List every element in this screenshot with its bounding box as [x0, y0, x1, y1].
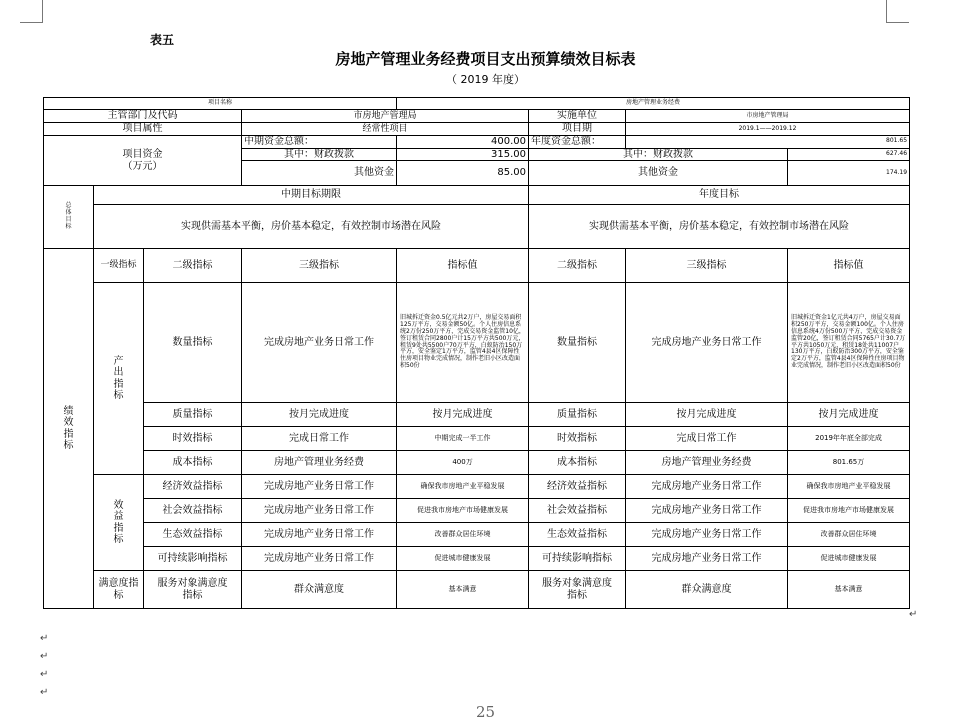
year-timeliness-l2: 时效指标 [529, 427, 626, 451]
year-satisfaction-value: 基本满意 [788, 571, 910, 609]
table-row [44, 403, 910, 427]
funds-label-line1: 项目资金 [122, 149, 163, 160]
mid-other-label: 其他资金 [242, 161, 397, 186]
project-name-label: 项目名称 [44, 98, 397, 110]
impl-value: 市房地产管理局 [626, 110, 910, 123]
year-cost-value: 801.65万 [788, 451, 910, 475]
mid-goal-header: 中期目标期限 [94, 186, 529, 205]
mid-timeliness-l3: 完成日常工作 [242, 427, 397, 451]
mid-economic-l2: 经济效益指标 [144, 475, 242, 499]
dept-value: 市房地产管理局 [242, 110, 529, 123]
table-row [44, 283, 910, 403]
attr-value: 经常性项目 [242, 123, 529, 136]
year-sustain-l2: 可持续影响指标 [529, 547, 626, 571]
paragraph-mark-table-end: ↵ [909, 609, 918, 620]
funds-label [44, 136, 242, 186]
mid-goal-text: 实现供需基本平衡，房价基本稳定，有效控制市场潜在风险 [94, 205, 529, 249]
paragraph-mark: ↵ [40, 669, 49, 680]
year-timeliness-l3: 完成日常工作 [626, 427, 788, 451]
paragraph-mark: ↵ [40, 687, 49, 698]
year-goal-text: 实现供需基本平衡，房价基本稳定，有效控制市场潜在风险 [529, 205, 910, 249]
mid-quality-l3: 按月完成进度 [242, 403, 397, 427]
year-value-header: 指标值 [788, 249, 910, 283]
period-label: 项目期 [529, 123, 626, 136]
table-row [44, 475, 910, 499]
year-quality-l3: 按月完成进度 [626, 403, 788, 427]
crop-mark-top-left [20, 0, 43, 23]
year-economic-l2: 经济效益指标 [529, 475, 626, 499]
mid-quantity-value: 旧城拆迁资金0.5亿元共2万户，房屋交易面积125万平方，交易金额50亿。个人住房信息系统2万份250万平方，完成交易资金监管10亿，签订租赁合同2800户计15万平方共500万元，租赁9处共5500户70万平方，白蚁防治150万平方，安全鉴定1万平方，监管4县4区保障性住房项目物业完成情况，制作老旧小区改造面积50份 [397, 283, 529, 403]
mid-eco-l3: 完成房地产业务日常工作 [242, 523, 397, 547]
mid-cost-l3: 房地产管理业务经费 [242, 451, 397, 475]
year-economic-l3: 完成房地产业务日常工作 [626, 475, 788, 499]
performance-target-table [43, 97, 910, 609]
year-timeliness-value: 2019年年底全部完成 [788, 427, 910, 451]
benefit-indicator-label: 效 益 指 标 [94, 475, 144, 571]
project-name-value: 房地产管理业务经费 [397, 98, 910, 110]
year-quality-value: 按月完成进度 [788, 403, 910, 427]
impl-label: 实施单位 [529, 110, 626, 123]
year-level3-header: 三级指标 [626, 249, 788, 283]
mid-economic-value: 确保我市房地产业平稳发展 [397, 475, 529, 499]
output-indicator-label: 产 出 指 标 [94, 283, 144, 475]
funds-label-line2: （万元） [122, 160, 163, 172]
mid-cost-l2: 成本指标 [144, 451, 242, 475]
table-row [44, 571, 910, 609]
year-quantity-value: 旧城拆迁资金1亿元共4万户，房屋交易面积250万平方，交易金额100亿。个人住房信息系统4万份500万平方，完成交易资金监管20亿，签订租赁合同5765户计30.7万平方共1050万元，租赁18处共11007户130万平方，白蚁防治300万平方，安全鉴定2万平方，监管4县4区保障性住房项目物业完成情况，制作老旧小区改造面积50份 [788, 283, 910, 403]
mid-quality-value: 按月完成进度 [397, 403, 529, 427]
mid-fiscal-label: 其中：财政拨款 [242, 148, 397, 161]
mid-satisfaction-value: 基本满意 [397, 571, 529, 609]
year-satisfaction-l3: 群众满意度 [626, 571, 788, 609]
period-value: 2019.1——2019.12 [626, 123, 910, 136]
page-number: 25 [475, 703, 496, 721]
mid-total-label: 中期资金总额： [242, 136, 397, 149]
year-satisfaction-l2: 服务对象满意度指标 [529, 571, 626, 609]
mid-satisfaction-l3: 群众满意度 [242, 571, 397, 609]
year-total-value: 801.65 [626, 136, 910, 149]
level1-header: 一级指标 [94, 249, 144, 283]
year-level2-header: 二级指标 [529, 249, 626, 283]
table-row [44, 547, 910, 571]
table-row [44, 523, 910, 547]
mid-level2-header: 二级指标 [144, 249, 242, 283]
year-social-l3: 完成房地产业务日常工作 [626, 499, 788, 523]
satisfaction-indicator-label: 满意度指标 [94, 571, 144, 609]
mid-eco-value: 改善群众居住环境 [397, 523, 529, 547]
table-row [44, 499, 910, 523]
year-social-value: 促进我市房地产市场健康发展 [788, 499, 910, 523]
year-quality-l2: 质量指标 [529, 403, 626, 427]
year-cost-l3: 房地产管理业务经费 [626, 451, 788, 475]
paragraph-mark: ↵ [40, 651, 49, 662]
page-title: 房地产管理业务经费项目支出预算绩效目标表 [335, 50, 636, 68]
table-row [44, 427, 910, 451]
mid-level3-header: 三级指标 [242, 249, 397, 283]
mid-fiscal-value: 315.00 [397, 148, 529, 161]
overall-goal-side-label: 总 体 目 标 [44, 186, 94, 249]
year-eco-l3: 完成房地产业务日常工作 [626, 523, 788, 547]
year-economic-value: 确保我市房地产业平稳发展 [788, 475, 910, 499]
year-fiscal-label: 其中：财政拨款 [529, 148, 788, 161]
year-cost-l2: 成本指标 [529, 451, 626, 475]
year-fiscal-value: 627.46 [788, 148, 910, 161]
mid-sustain-value: 促进城市健康发展 [397, 547, 529, 571]
year-eco-l2: 生态效益指标 [529, 523, 626, 547]
year-goal-header: 年度目标 [529, 186, 910, 205]
mid-satisfaction-l2: 服务对象满意度指标 [144, 571, 242, 609]
year-social-l2: 社会效益指标 [529, 499, 626, 523]
mid-eco-l2: 生态效益指标 [144, 523, 242, 547]
year-quantity-l2: 数量指标 [529, 283, 626, 403]
mid-social-l2: 社会效益指标 [144, 499, 242, 523]
mid-social-l3: 完成房地产业务日常工作 [242, 499, 397, 523]
year-sustain-value: 促进城市健康发展 [788, 547, 910, 571]
mid-quantity-l2: 数量指标 [144, 283, 242, 403]
year-other-label: 其他资金 [529, 161, 788, 186]
mid-sustain-l2: 可持续影响指标 [144, 547, 242, 571]
year-quantity-l3: 完成房地产业务日常工作 [626, 283, 788, 403]
mid-value-header: 指标值 [397, 249, 529, 283]
mid-cost-value: 400万 [397, 451, 529, 475]
year-total-label: 年度资金总额： [529, 136, 626, 149]
year-eco-value: 改善群众居住环境 [788, 523, 910, 547]
table-row [44, 451, 910, 475]
mid-quality-l2: 质量指标 [144, 403, 242, 427]
paragraph-mark: ↵ [40, 633, 49, 644]
mid-timeliness-value: 中期完成一半工作 [397, 427, 529, 451]
mid-sustain-l3: 完成房地产业务日常工作 [242, 547, 397, 571]
attr-label: 项目属性 [44, 123, 242, 136]
crop-mark-top-right [886, 0, 909, 23]
mid-other-value: 85.00 [397, 161, 529, 186]
year-sustain-l3: 完成房地产业务日常工作 [626, 547, 788, 571]
indicator-side-label: 绩 效 指 标 [44, 249, 94, 609]
mid-total-value: 400.00 [397, 136, 529, 149]
page-subtitle-year: （ 2019 年度） [446, 73, 525, 86]
dept-label: 主管部门及代码 [44, 110, 242, 123]
mid-social-value: 促进我市房地产市场健康发展 [397, 499, 529, 523]
year-other-value: 174.19 [788, 161, 910, 186]
table-number: 表五 [150, 33, 175, 47]
mid-timeliness-l2: 时效指标 [144, 427, 242, 451]
mid-economic-l3: 完成房地产业务日常工作 [242, 475, 397, 499]
mid-quantity-l3: 完成房地产业务日常工作 [242, 283, 397, 403]
